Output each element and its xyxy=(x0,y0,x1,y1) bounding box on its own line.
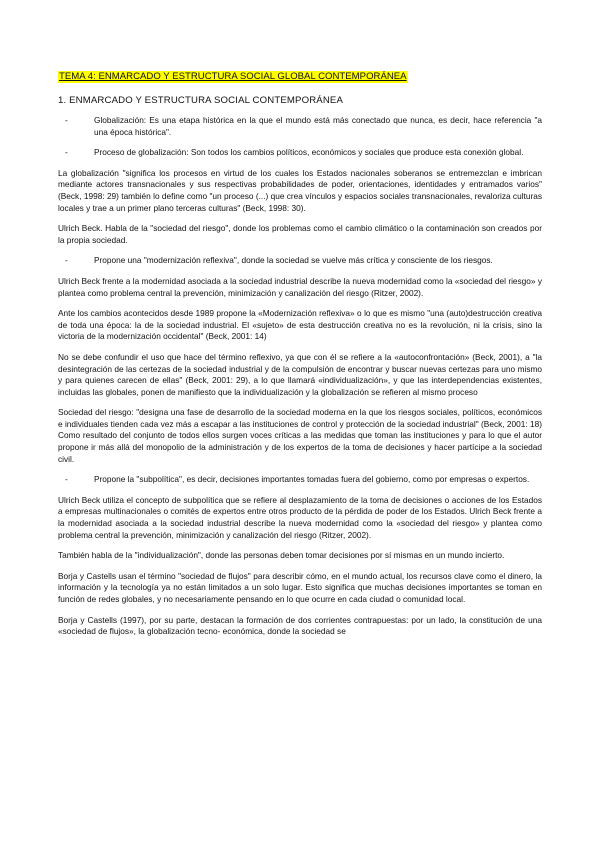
bullet-text: Propone la "subpolítica", es decir, decisiones importantes tomadas fuera del gobierno, como por empresas o expertos. xyxy=(94,474,530,485)
page-title: TEMA 4: ENMARCADO Y ESTRUCTURA SOCIAL GLOBAL CONTEMPORÁNEA xyxy=(59,71,407,82)
dash-glyph: - xyxy=(65,115,68,125)
title-highlight xyxy=(58,71,408,83)
paragraph-sociedad-flujos: Borja y Castells usan el término "sociedad de flujos" para describir cómo, en el mundo actual, los recursos clave como el dinero, la información y la tecnología ya no están limitados a un solo lugar. Esto significa que muchas decisiones importantes se toman en función de redes globales, y no necesariamente pensando en lo que ocurre en cada ciudad o comunidad local. xyxy=(58,570,542,604)
paragraph-ulrich-beck: Ulrich Beck. Habla de la "sociedad del riesgo", donde los problemas como el cambio climático o la contaminación son creados por la propia sociedad. xyxy=(58,223,542,245)
dash-glyph: - xyxy=(65,474,68,485)
bullet-globalizacion xyxy=(58,115,542,138)
bullet-list-subpolitica xyxy=(58,474,542,486)
bullet-text: Globalización: Es una etapa histórica en la que el mundo está más conectado que nunca, es decir, hace referencia "a una época histórica". xyxy=(94,115,542,137)
bullet-proceso-globalizacion xyxy=(58,147,542,159)
bullet-list-modernizacion xyxy=(58,255,542,267)
bullet-subpolitica xyxy=(58,474,542,486)
paragraph-borja-castells: Borja y Castells (1997), por su parte, destacan la formación de dos corrientes contrapuestas: por un lado, la constitución de una «sociedad de flujos», la globalización tecno- económica, donde la sociedad se xyxy=(58,614,542,637)
dash-glyph: - xyxy=(65,147,68,158)
paragraph-globalizacion-beck: La globalización "significa los procesos en virtud de los cuales los Estados nacionales soberanos se entremezclan e imbrican mediante actores transnacionales y sus respectivas probabilidades de poder, orientaciones, identidades y entramados varios" (Beck, 1998: 29) también lo define como "un proceso (...) que crea vínculos y espacios sociales transnacionales, revaloriza culturas locales y trae a un primer plano terceras culturas" (Beck, 1998: 30). xyxy=(58,167,542,213)
paragraph-individualizacion: También habla de la "individualización", donde las personas deben tomar decisiones por sí mismas en un mundo incierto. xyxy=(58,550,505,561)
paragraph-modernizacion-reflexiva: Ante los cambios acontecidos desde 1989 propone la «Modernización reflexiva» o lo que es mismo "una (auto)destrucción creativa de toda una época: la de la sociedad industrial. El «sujeto» de esta destrucción creativa no es la revolución, ni la crisis, sino la victoria de la modernización occidental" (Beck, 2001: 14) xyxy=(58,308,542,342)
paragraph-sociedad-riesgo-intro: Ulrich Beck frente a la modernidad asociada a la sociedad industrial describe la nueva modernidad como la «sociedad del riesgo» y plantea como problema central la prevención, minimización y canalización del riesgo (Ritzer, 2002). xyxy=(58,275,542,298)
paragraph-reflexivo: No se debe confundir el uso que hace del término reflexivo, ya que con él se refiere a la «autoconfrontación» (Beck, 2001), a "la desintegración de las certezas de la sociedad industrial y de la compulsión de encontrar y buscar nuevas certezas para uno mismo y para quienes carecen de ellas" (Beck, 2001: 29), a lo que llamará «individualización», y que las interdependencias existentes, incluidas las globales, ponen de manifiesto que la individualización y la globalización se refieren al mismo proceso xyxy=(58,351,542,397)
dash-glyph: - xyxy=(65,255,68,266)
bullet-modernizacion-reflexiva xyxy=(58,255,542,267)
paragraph-sociedad-riesgo-definicion: Sociedad del riesgo: "designa una fase de desarrollo de la sociedad moderna en la que los riesgos sociales, políticos, económicos e individuales tienden cada vez más a escapar a las instituciones de control y protección de la sociedad industrial" (Beck, 2001: 18) Como resultado del conjunto de todos ellos surgen voces críticas a las medidas que toman las instituciones y para lo que el autor propone ir más allá del monopolio de la administración y de los expertos de la toma de decisiones y hacer partícipe a la sociedad civil. xyxy=(58,407,542,464)
bullet-list-definitions xyxy=(58,115,542,159)
bullet-text: Propone una "modernización reflexiva", donde la sociedad se vuelve más crítica y consciente de los riesgos. xyxy=(94,255,493,266)
paragraph-subpolitica: Ulrich Beck utiliza el concepto de subpolítica que se refiere al desplazamiento de la toma de decisiones o acciones de los Estados a empresas multinacionales o comités de expertos entre otros producto de la pérdida de poder de los Estados. Ulrich Beck frente a la modernidad asociada a la sociedad industrial describe la nueva modernidad como la «sociedad del riesgo» y plantea como problema central la prevención, minimización y canalización del riesgo (Ritzer, 2002). xyxy=(58,494,542,540)
bullet-text: Proceso de globalización: Son todos los cambios políticos, económicos y sociales que produce esta conexión global. xyxy=(94,147,524,158)
section-title: 1. ENMARCADO Y ESTRUCTURA SOCIAL CONTEMPORÁNEA xyxy=(58,95,343,106)
